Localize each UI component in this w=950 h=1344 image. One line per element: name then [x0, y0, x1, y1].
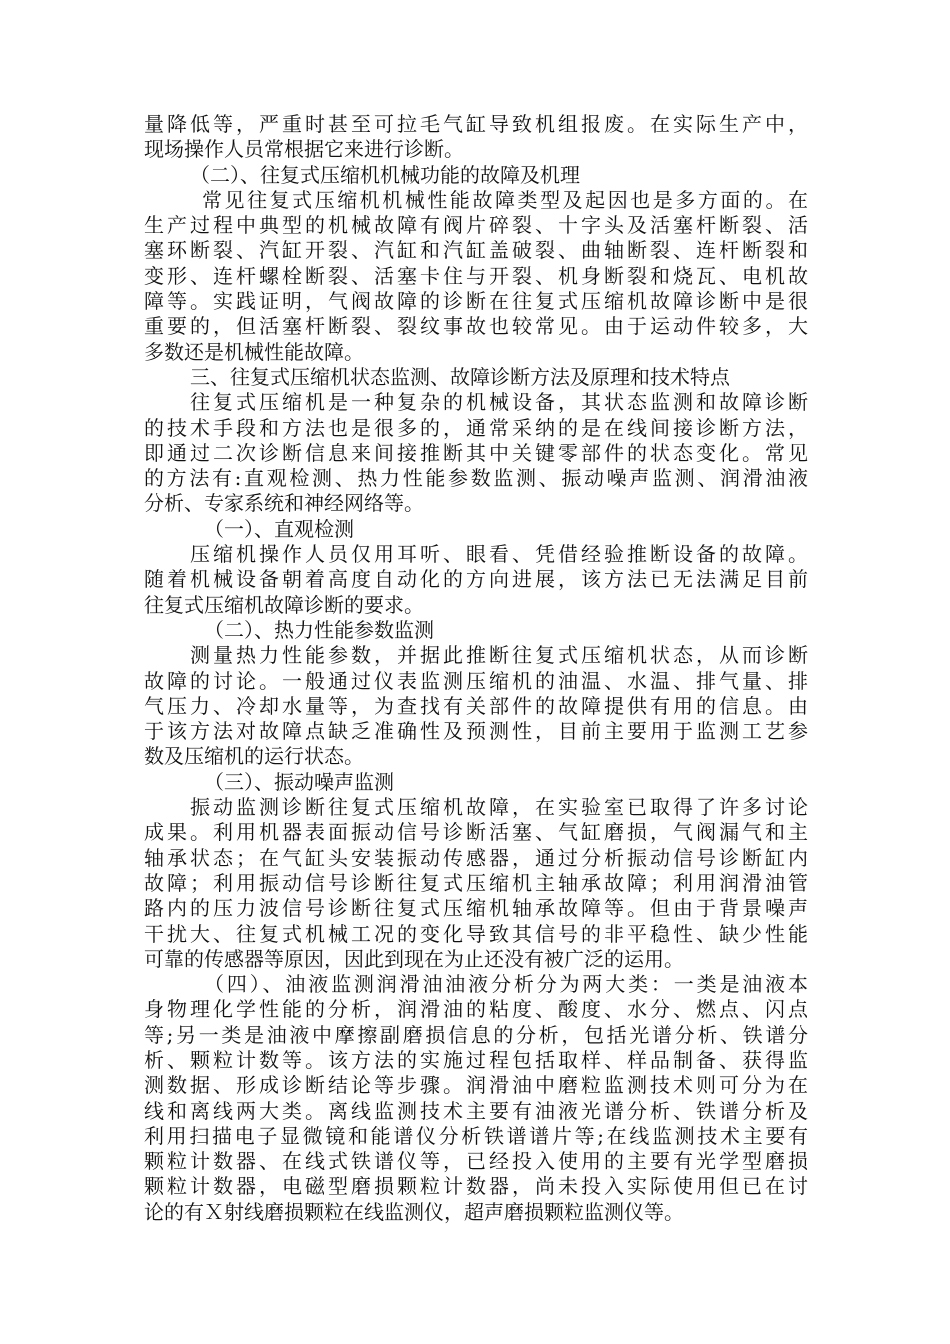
text-line: 气压力、冷却水量等，为查找有关部件的故障提供有用的信息。由	[144, 693, 808, 718]
text-line: 的方法有:直观检测、热力性能参数监测、振动噪声监测、润滑油液	[144, 466, 808, 491]
text-line: 障等。实践证明，气阀故障的诊断在往复式压缩机故障诊断中是很	[144, 289, 808, 314]
text-line: 轴承状态；在气缸头安装振动传感器，通过分析振动信号诊断缸内	[144, 845, 808, 870]
text-line: 变形、连杆螺栓断裂、活塞卡住与开裂、机身断裂和烧瓦、电机故	[144, 263, 808, 288]
text-line: 振动监测诊断往复式压缩机故障，在实验室已取得了许多讨论	[190, 795, 808, 820]
text-line: 数及压缩机的运行状态。	[144, 744, 364, 769]
text-line: 干扰大、往复式机械工况的变化导致其信号的非平稳性、缺少性能	[144, 921, 808, 946]
section-heading: （二）、热力性能参数监测	[204, 617, 434, 642]
text-line: 论的有Ｘ射线磨损颗粒在线监测仪，超声磨损颗粒监测仪等。	[144, 1199, 684, 1224]
text-line: 即通过二次诊断信息来间接推断其中关键零部件的状态变化。常见	[144, 440, 808, 465]
text-line: 故障；利用振动信号诊断往复式压缩机主轴承故障；利用润滑油管	[144, 870, 808, 895]
text-line: 压缩机操作人员仅用耳听、眼看、凭借经验推断设备的故障。	[190, 542, 808, 567]
document-body	[144, 112, 808, 1225]
text-line: 故障的讨论。一般通过仪表监测压缩机的油温、水温、排气量、排	[144, 668, 808, 693]
text-line: 重要的，但活塞杆断裂、裂纹事故也较常见。由于运动件较多，大	[144, 314, 808, 339]
text-line: 塞环断裂、汽缸开裂、汽缸和汽缸盖破裂、曲轴断裂、连杆断裂和	[144, 238, 808, 263]
text-line: 测数据、形成诊断结论等步骤。润滑油中磨粒监测技术则可分为在	[144, 1073, 808, 1098]
section-heading: （二）、往复式压缩机机械功能的故障及机理	[190, 162, 580, 187]
text-line: 往复式压缩机是一种复杂的机械设备，其状态监测和故障诊断	[190, 390, 808, 415]
text-line: 析、颗粒计数等。该方法的实施过程包括取样、样品制备、获得监	[144, 1047, 808, 1072]
text-line: 颗粒计数器，电磁型磨损颗粒计数器，尚未投入实际使用但已在讨	[144, 1174, 808, 1199]
text-line: 路内的压力波信号诊断往复式压缩机轴承故障等。但由于背景噪声	[144, 896, 808, 921]
text-line: 于该方法对故障点缺乏准确性及预测性，目前主要用于监测工艺参	[144, 719, 808, 744]
text-line: 多数还是机械性能故障。	[144, 339, 364, 364]
text-line: 分析、专家系统和神经网络等。	[144, 491, 424, 516]
text-line: 的技术手段和方法也是很多的，通常采纳的是在线间接诊断方法，	[144, 415, 808, 440]
text-line: 量降低等，严重时甚至可拉毛气缸导致机组报废。在实际生产中，	[144, 112, 808, 136]
section-heading: （三）、振动噪声监测	[204, 769, 394, 794]
text-line: 随着机械设备朝着高度自动化的方向进展，该方法已无法满足目前	[144, 567, 808, 592]
text-line: 颗粒计数器、在线式铁谱仪等，已经投入使用的主要有光学型磨损	[144, 1149, 808, 1174]
text-line: 成果。利用机器表面振动信号诊断活塞、气缸磨损，气阀漏气和主	[144, 820, 808, 845]
text-line: 身物理化学性能的分析，润滑油的粘度、酸度、水分、燃点、闪点	[144, 997, 808, 1022]
text-line: 常见往复式压缩机机械性能故障类型及起因也是多方面的。在	[202, 187, 808, 212]
section-heading: 三、往复式压缩机状态监测、故障诊断方法及原理和技术特点	[190, 364, 730, 389]
text-line: 线和离线两大类。离线监测技术主要有油液光谱分析、铁谱分析及	[144, 1098, 808, 1123]
text-line: 现场操作人员常根据它来进行诊断。	[144, 137, 464, 162]
text-line: 可靠的传感器等原因，因此到现在为止还没有被广泛的运用。	[144, 946, 684, 971]
text-line: 等;另一类是油液中摩擦副磨损信息的分析，包括光谱分析、铁谱分	[144, 1022, 808, 1047]
section-heading: （一）、直观检测	[204, 516, 354, 541]
text-line: 生产过程中典型的机械故障有阀片碎裂、十字头及活塞杆断裂、活	[144, 213, 808, 238]
section-heading: （四）、油液监测润滑油油液分析分为两大类：一类是油液本	[204, 972, 808, 997]
text-line: 利用扫描电子显微镜和能谱仪分析铁谱谱片等;在线监测技术主要有	[144, 1123, 808, 1148]
text-line: 往复式压缩机故障诊断的要求。	[144, 592, 424, 617]
text-line: 测量热力性能参数，并据此推断往复式压缩机状态，从而诊断	[190, 643, 808, 668]
